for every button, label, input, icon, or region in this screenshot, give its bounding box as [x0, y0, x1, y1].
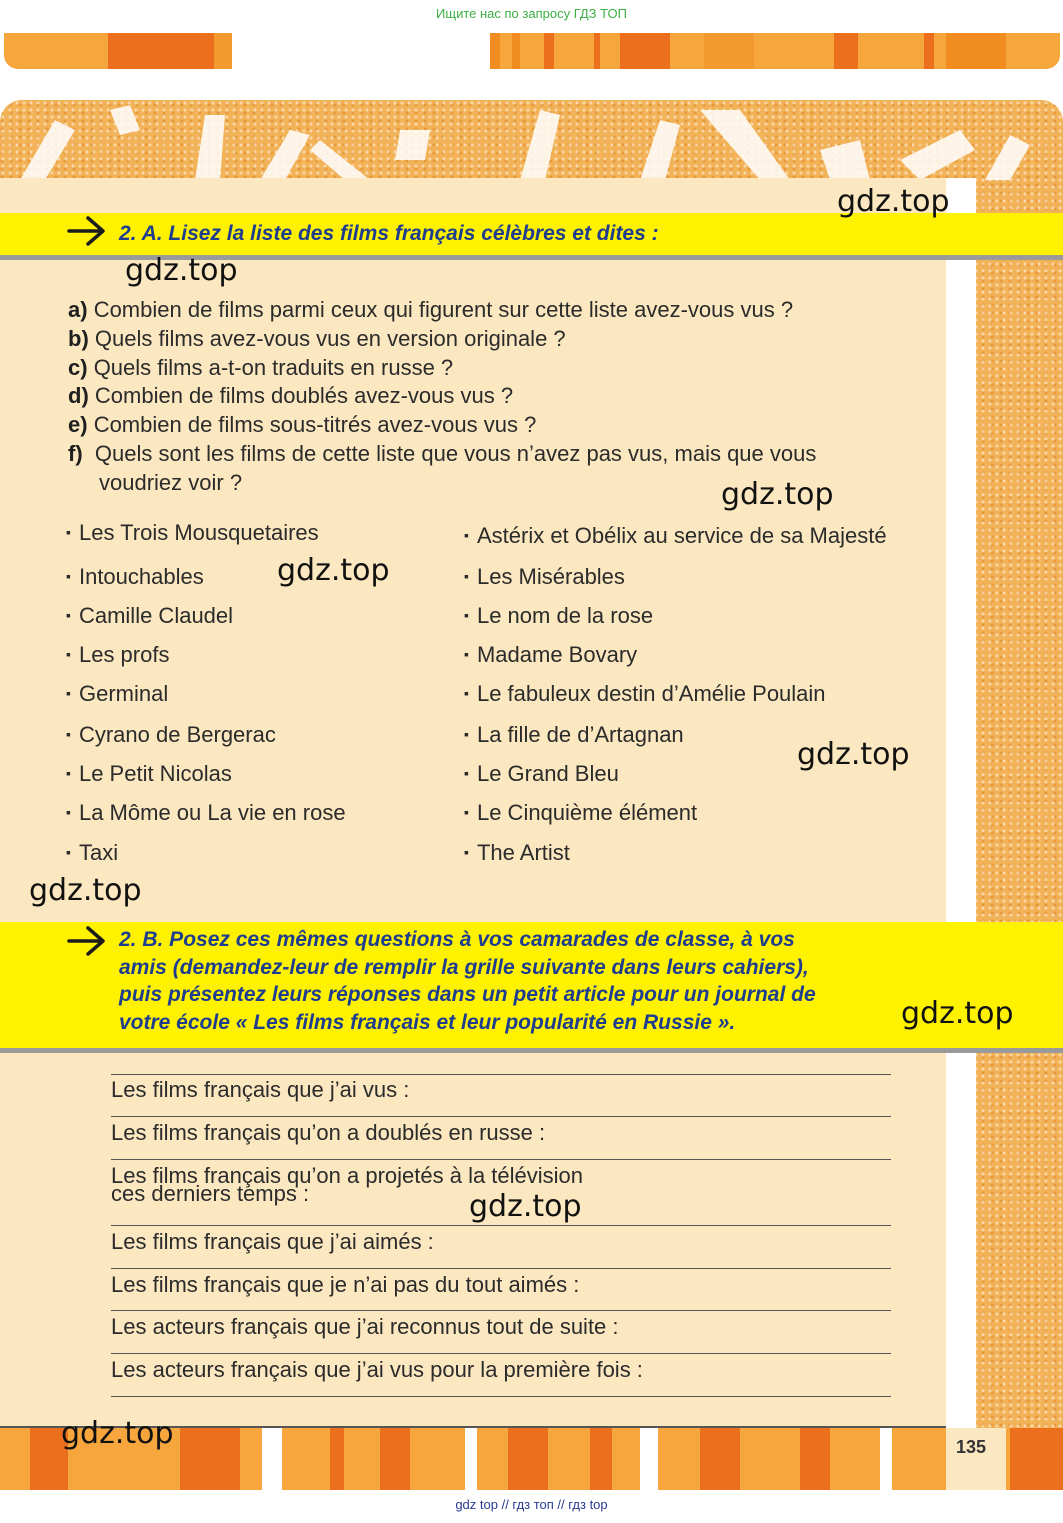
film-item: ▪ Madame Bovary [464, 642, 637, 668]
top-search-hint: Ищите нас по запросу ГДЗ ТОП [436, 6, 627, 21]
grid-row: Les films français que j’ai vus : [111, 1078, 891, 1117]
header-letters-art [0, 100, 1063, 180]
top-decorative-stripe [4, 33, 1060, 69]
film-item: ▪ Le fabuleux destin d’Amélie Poulain [464, 681, 826, 707]
question-b: b) Quels films avez-vous vus en version originale ? [68, 326, 566, 351]
footer-links[interactable]: gdz top // гдз топ // гдз top [455, 1497, 608, 1512]
task-b-line-4: votre école « Les films français et leur popularité en Russie ». [119, 1011, 736, 1034]
question-f-continued: voudriez voir ? [99, 470, 243, 495]
question-d: d) Combien de films doublés avez-vous vus ? [68, 383, 514, 408]
task-b-divider [0, 1048, 1063, 1053]
film-item: ▪ Le Petit Nicolas [66, 761, 232, 787]
arrow-right-icon [66, 214, 108, 248]
arrow-right-icon [66, 924, 108, 958]
watermark: gdz.top [29, 873, 142, 908]
film-item: ▪ Les Trois Mousquetaires [66, 520, 319, 546]
panel-white-edge [946, 178, 976, 1428]
film-item: ▪ Camille Claudel [66, 603, 233, 629]
grid-row: Les films français que j’ai aimés : [111, 1230, 891, 1269]
task-b-line-3: puis présentez leurs réponses dans un petit article pour un journal de [119, 983, 816, 1006]
film-item: ▪ Les profs [66, 642, 169, 668]
watermark: gdz.top [721, 477, 834, 512]
watermark: gdz.top [61, 1416, 174, 1451]
question-e: e) Combien de films sous-titrés avez-vous vus ? [68, 412, 537, 437]
film-item: ▪ Le Cinquième élément [464, 800, 697, 826]
watermark: gdz.top [277, 553, 390, 588]
film-item: ▪ Les Misérables [464, 564, 625, 590]
film-item: ▪ Le nom de la rose [464, 603, 653, 629]
page-number: 135 [956, 1437, 987, 1457]
task-b-line-1: 2. B. Posez ces mêmes questions à vos camarades de classe, à vos [119, 928, 795, 951]
question-f: f) Quels sont les films de cette liste que vous n’avez pas vus, mais que vous [68, 441, 817, 466]
film-item: ▪ Cyrano de Bergerac [66, 722, 276, 748]
film-item: ▪ The Artist [464, 840, 570, 866]
grid-row: Les acteurs français que j’ai reconnus tout de suite : [111, 1315, 891, 1354]
film-item: ▪ La Môme ou La vie en rose [66, 800, 346, 826]
film-item: ▪ La fille de d’Artagnan [464, 722, 684, 748]
film-item: ▪ Le Grand Bleu [464, 761, 619, 787]
film-item: ▪ Germinal [66, 681, 168, 707]
grid-row: Les acteurs français que j’ai vus pour la première fois : [111, 1358, 891, 1397]
task-a-title: 2. A. Lisez la liste des films français célèbres et dites : [119, 222, 659, 245]
grid-row: Les films français que je n’ai pas du tout aimés : [111, 1273, 891, 1311]
task-b-line-2: amis (demandez-leur de remplir la grille suivante dans leurs cahiers), [119, 956, 809, 979]
watermark: gdz.top [837, 184, 950, 219]
film-item: ▪ Astérix et Obélix au service de sa Majesté [464, 523, 887, 549]
grid-top-rule [111, 1074, 891, 1075]
question-c: c) Quels films a-t-on traduits en russe ? [68, 355, 454, 380]
grid-row: Les films français qu’on a projetés à la télévision ces derniers temps : [111, 1164, 891, 1226]
watermark: gdz.top [125, 253, 238, 288]
film-item: ▪ Taxi [66, 840, 118, 866]
watermark: gdz.top [469, 1189, 582, 1224]
question-a: a) Combien de films parmi ceux qui figurent sur cette liste avez-vous vus ? [68, 297, 794, 322]
grid-row: Les films français qu’on a doublés en russe : [111, 1121, 891, 1160]
watermark: gdz.top [901, 996, 1014, 1031]
film-item: ▪ Intouchables [66, 564, 204, 590]
watermark: gdz.top [797, 737, 910, 772]
